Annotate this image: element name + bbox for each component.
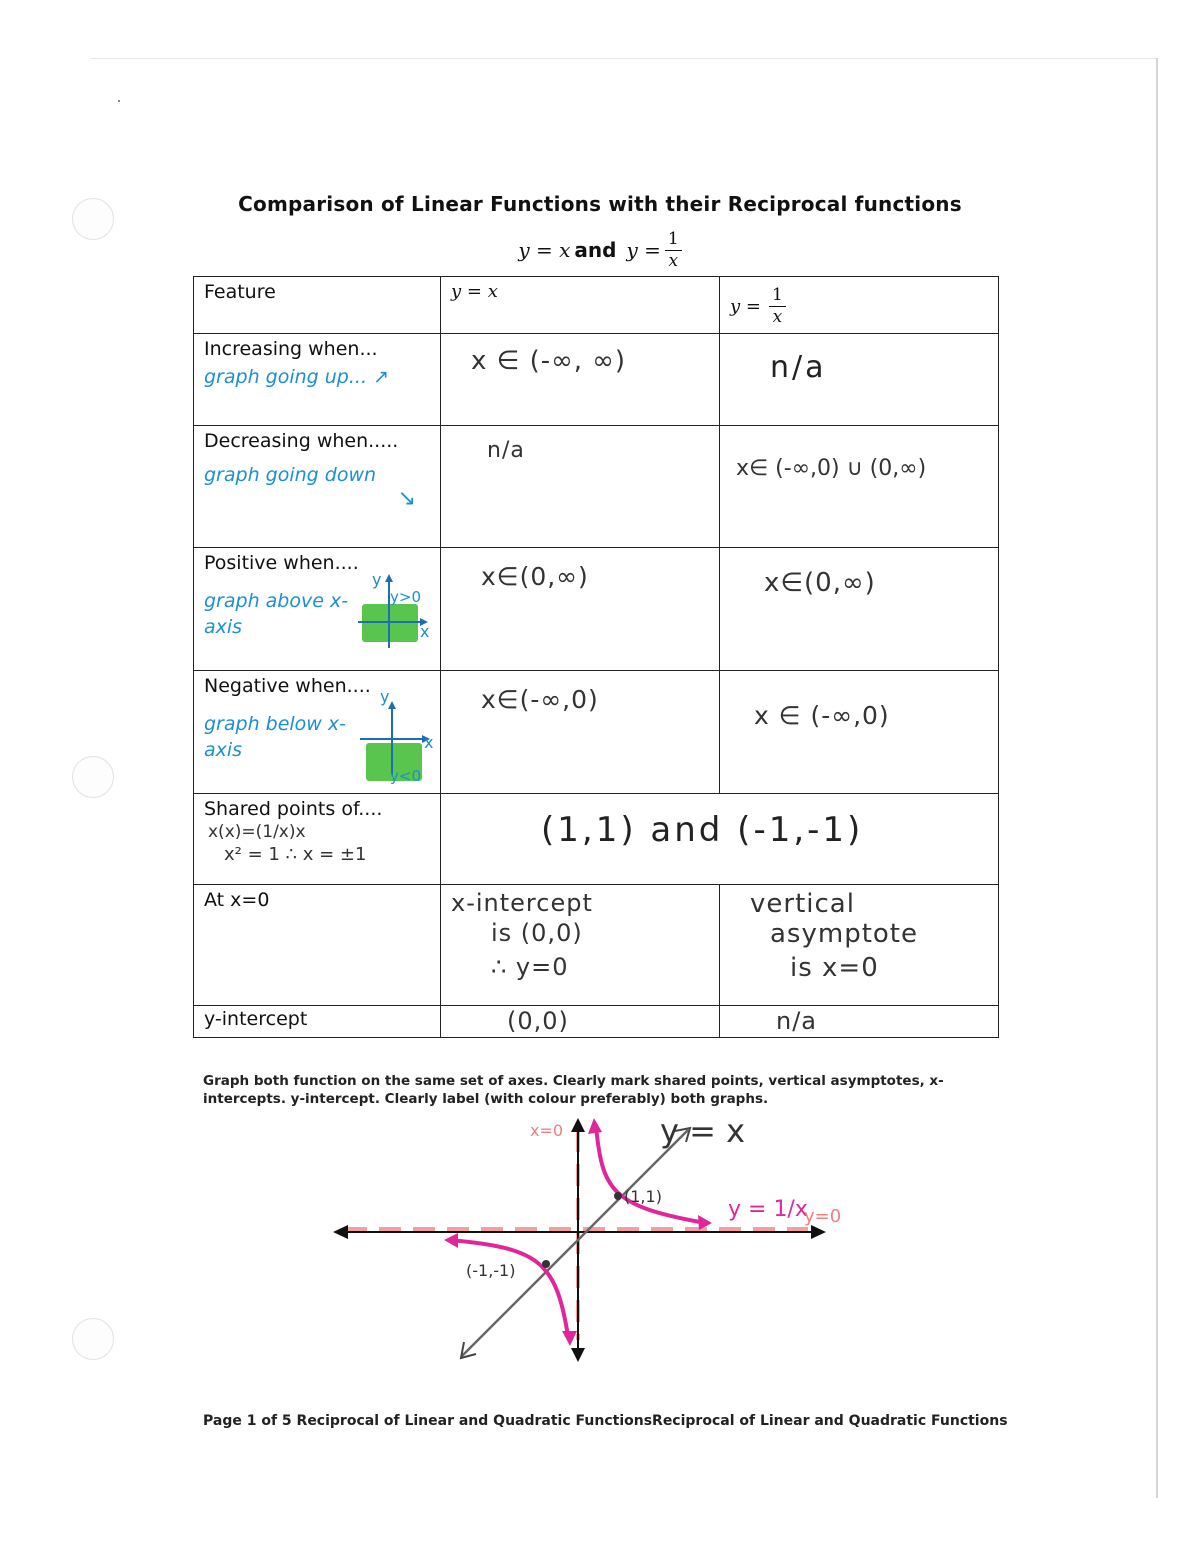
- subtitle-linear: y = x: [518, 238, 571, 262]
- subtitle-and: and: [574, 238, 617, 262]
- mini-axis-x-label: x: [420, 622, 430, 641]
- handwritten-hint: graph below x-axis: [204, 713, 346, 761]
- shared-point-positive: [614, 1192, 622, 1200]
- reciprocal-answer: x∈ (-∞,0) ∪ (0,∞): [736, 456, 927, 481]
- handwritten-hint: graph above x-axis: [204, 590, 349, 638]
- fraction-denominator: x: [772, 307, 783, 327]
- page-footer: Page 1 of 5 Reciprocal of Linear and Quadratic FunctionsReciprocal of Linear and Quadratic Functions: [203, 1413, 1008, 1429]
- linear-answer: x ∈ (-∞, ∞): [471, 346, 627, 376]
- vertical-asymptote-label: x=0: [530, 1121, 564, 1140]
- handwritten-hint: graph going up... ↗: [204, 366, 389, 388]
- mini-axis-note: y>0: [390, 588, 421, 606]
- reciprocal-answer-line: vertical: [750, 889, 855, 919]
- graph-instructions: Graph both function on the same set of axes. Clearly mark shared points, vertical asymptotes, x-intercepts. y-intercept. Clearly label (with colour preferably) both graphs.: [203, 1073, 944, 1107]
- handwritten-work: x(x)=(1/x)x: [208, 822, 306, 842]
- feature-label: Increasing when...: [204, 338, 378, 360]
- y-axis-arrow-down-icon: [571, 1348, 585, 1362]
- reciprocal-answer: n/a: [776, 1007, 818, 1035]
- page-title: Comparison of Linear Functions with their Reciprocal functions: [238, 192, 962, 216]
- reciprocal-answer-line: asymptote: [770, 919, 918, 949]
- feature-label: Negative when....: [204, 675, 371, 697]
- linear-graph: [462, 1130, 688, 1356]
- shared-points-answer: (1,1) and (-1,-1): [541, 810, 864, 850]
- mini-axis-y-label: y: [380, 687, 390, 706]
- fraction-denominator: x: [668, 250, 679, 271]
- linear-answer-line: x-intercept: [451, 889, 593, 917]
- shared-point-negative-label: (-1,-1): [466, 1261, 516, 1280]
- header-linear: y = x: [451, 281, 498, 302]
- mini-axis-x-label: x: [424, 733, 434, 752]
- reciprocal-branch-negative: [450, 1240, 568, 1336]
- handwritten-hint: graph going down: [204, 464, 377, 486]
- reciprocal-graph-label: y = 1/x: [728, 1197, 808, 1222]
- y-axis-arrow-up-icon: [571, 1118, 585, 1132]
- linear-answer-line: ∴ y=0: [491, 953, 569, 981]
- mini-axis-y-label: y: [372, 570, 382, 589]
- x-axis-arrow-left-icon: [333, 1225, 348, 1239]
- arrow-down-right-icon: ↘: [397, 486, 416, 511]
- feature-label: Shared points of....: [204, 798, 383, 820]
- reciprocal-answer-line: is x=0: [790, 953, 879, 983]
- linear-answer: n/a: [487, 438, 525, 463]
- reciprocal-answer: n/a: [770, 350, 827, 385]
- fraction-numerator: 1: [667, 228, 679, 249]
- horizontal-asymptote-label: y=0: [804, 1206, 842, 1227]
- subtitle-reciprocal-prefix: y =: [626, 238, 661, 262]
- linear-answer: x∈(0,∞): [481, 562, 589, 591]
- reciprocal-arrow-icon: [562, 1331, 577, 1346]
- linear-graph-label: y = x: [660, 1112, 746, 1150]
- linear-answer: (0,0): [507, 1007, 569, 1035]
- header-reciprocal-prefix: y =: [730, 296, 761, 317]
- x-axis-arrow-right-icon: [811, 1225, 826, 1239]
- linear-answer: x∈(-∞,0): [481, 685, 599, 714]
- feature-label: Positive when....: [204, 552, 359, 574]
- fraction-numerator: 1: [771, 285, 783, 305]
- shared-point-negative: [542, 1260, 550, 1268]
- reciprocal-answer: x ∈ (-∞,0): [754, 701, 890, 730]
- feature-label: Decreasing when.....: [204, 430, 399, 452]
- reciprocal-answer: x∈(0,∞): [764, 568, 876, 598]
- mini-axis-note: y<0: [390, 767, 421, 785]
- header-feature: Feature: [204, 281, 276, 303]
- feature-label: At x=0: [204, 889, 270, 911]
- shared-point-positive-label: (1,1): [624, 1187, 662, 1206]
- reciprocal-arrow-icon: [588, 1118, 602, 1134]
- feature-label: y-intercept: [204, 1008, 308, 1030]
- linear-answer-line: is (0,0): [491, 919, 583, 947]
- reciprocal-arrow-icon: [444, 1233, 458, 1248]
- handwritten-work: x² = 1 ∴ x = ±1: [224, 844, 367, 865]
